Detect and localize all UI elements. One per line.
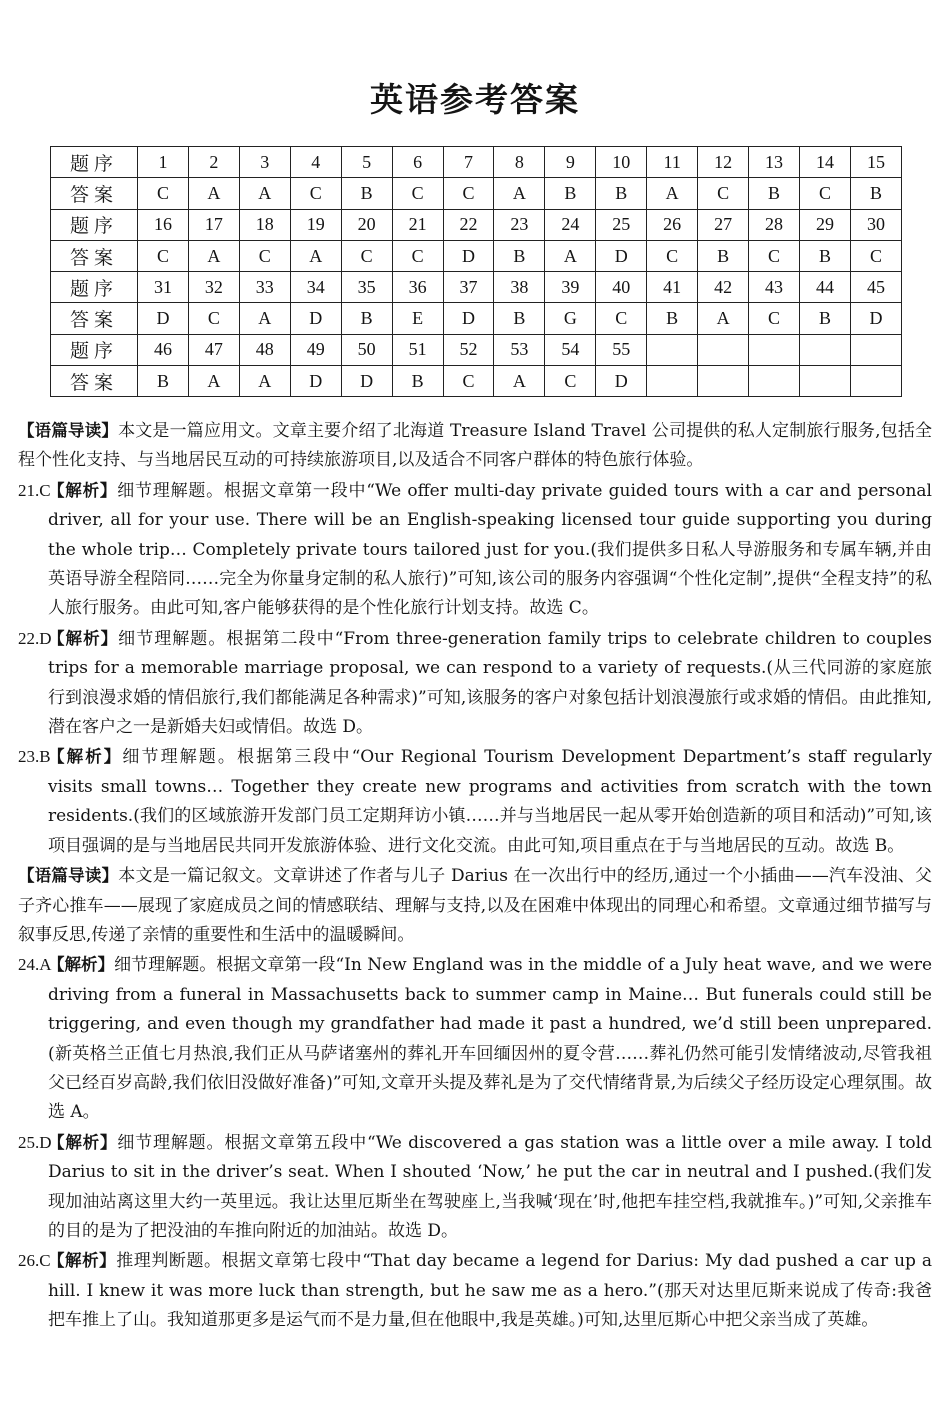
answer-cell: C — [647, 240, 698, 271]
question-number-cell: 1 — [138, 147, 189, 178]
answer-cell: C — [545, 366, 596, 397]
question-number-cell: 38 — [494, 272, 545, 303]
answer-cell: A — [239, 366, 290, 397]
analysis-tag: 【解析】 — [48, 480, 118, 500]
question-number-cell: 15 — [850, 147, 901, 178]
question-number-cell: 48 — [239, 334, 290, 365]
question-number-cell: 54 — [545, 334, 596, 365]
passage-guide — [18, 861, 932, 950]
explanations — [18, 416, 932, 1336]
question-number-cell: 25 — [596, 209, 647, 240]
question-number-cell: 41 — [647, 272, 698, 303]
question-number-cell: 47 — [188, 334, 239, 365]
answer-cell: D — [290, 303, 341, 334]
answer-cell: A — [494, 178, 545, 209]
answer-explanation — [18, 476, 932, 624]
answer-row — [51, 366, 902, 397]
question-number-cell: 31 — [138, 272, 189, 303]
question-number-cell: 37 — [443, 272, 494, 303]
row-label: 题序 — [51, 147, 138, 178]
answer-cell: B — [647, 303, 698, 334]
question-number-cell: 26 — [647, 209, 698, 240]
answer-cell: C — [138, 178, 189, 209]
answer-cell: B — [850, 178, 901, 209]
question-number-cell — [749, 334, 800, 365]
answer-cell — [698, 366, 749, 397]
answer-cell: B — [494, 240, 545, 271]
answer-cell: A — [239, 303, 290, 334]
question-number-cell: 14 — [799, 147, 850, 178]
analysis-tag: 【解析】 — [48, 955, 115, 975]
answer-cell: C — [799, 178, 850, 209]
question-number-cell: 45 — [850, 272, 901, 303]
question-number-cell: 33 — [239, 272, 290, 303]
question-number-cell: 50 — [341, 334, 392, 365]
question-number-cell: 20 — [341, 209, 392, 240]
row-label: 答案 — [51, 303, 138, 334]
answer-cell: B — [799, 240, 850, 271]
question-number-cell — [698, 334, 749, 365]
question-number-row — [51, 272, 902, 303]
answer-cell: C — [290, 178, 341, 209]
question-number-cell: 42 — [698, 272, 749, 303]
answer-cell: C — [239, 240, 290, 271]
answer-cell: A — [647, 178, 698, 209]
question-number: 22.D — [18, 628, 52, 648]
answer-cell — [799, 366, 850, 397]
question-number-cell: 29 — [799, 209, 850, 240]
answer-cell: C — [596, 303, 647, 334]
answer-cell: D — [341, 366, 392, 397]
question-number-cell: 43 — [749, 272, 800, 303]
analysis-tag: 【解析】 — [48, 628, 119, 648]
answer-cell: C — [850, 240, 901, 271]
question-number-cell: 16 — [138, 209, 189, 240]
question-number: 21.C — [18, 480, 51, 500]
question-number-cell: 13 — [749, 147, 800, 178]
answer-row — [51, 178, 902, 209]
question-number-cell: 28 — [749, 209, 800, 240]
analysis-tag: 【解析】 — [48, 747, 123, 767]
answer-cell: C — [138, 240, 189, 271]
question-number-cell — [850, 334, 901, 365]
answer-cell: E — [392, 303, 443, 334]
question-number-cell: 51 — [392, 334, 443, 365]
answer-explanation — [18, 1246, 932, 1335]
answer-cell: C — [188, 303, 239, 334]
question-number-cell: 40 — [596, 272, 647, 303]
question-number-cell: 53 — [494, 334, 545, 365]
question-number-cell: 6 — [392, 147, 443, 178]
answer-cell: C — [341, 240, 392, 271]
question-number-cell: 55 — [596, 334, 647, 365]
question-number-cell: 34 — [290, 272, 341, 303]
analysis-tag: 【解析】 — [48, 1251, 117, 1271]
answer-cell: D — [850, 303, 901, 334]
question-number-cell: 36 — [392, 272, 443, 303]
question-number-cell: 8 — [494, 147, 545, 178]
answer-explanation — [18, 950, 932, 1127]
answer-cell: A — [698, 303, 749, 334]
question-number-row — [51, 209, 902, 240]
answer-table — [50, 146, 902, 397]
answer-cell: C — [392, 240, 443, 271]
question-number-cell: 46 — [138, 334, 189, 365]
page-title: 英语参考答案 — [370, 80, 580, 119]
question-number-row — [51, 147, 902, 178]
question-number-cell: 3 — [239, 147, 290, 178]
answer-cell: D — [596, 240, 647, 271]
answer-row — [51, 303, 902, 334]
question-number-cell: 52 — [443, 334, 494, 365]
question-number-cell: 5 — [341, 147, 392, 178]
answer-cell: A — [545, 240, 596, 271]
question-number: 26.C — [18, 1251, 51, 1271]
answer-cell: B — [494, 303, 545, 334]
question-number-cell: 10 — [596, 147, 647, 178]
question-number: 24.A — [18, 955, 52, 975]
answer-cell: D — [443, 240, 494, 271]
question-number-cell: 11 — [647, 147, 698, 178]
question-number-cell: 4 — [290, 147, 341, 178]
answer-cell: B — [799, 303, 850, 334]
explanation-text: 细节理解题。根据文章第五段中“We discovered a gas station was a little over a mile away. I told Darius to sit in the driver’s seat. When I shouted ‘Now,’ he put the car in neutral and I pushed.(我们发现加油站离这里大约一英里远。我让达里厄斯坐在驾驶座上,当我喊‘现在’时,他把车挂空档,我就推车。)”可知,父亲推车的目的是为了把没油的车推向附近的加油站。故选 D。 — [48, 1132, 932, 1241]
answer-cell: G — [545, 303, 596, 334]
answer-cell: B — [341, 178, 392, 209]
question-number-cell: 17 — [188, 209, 239, 240]
row-label: 答案 — [51, 240, 138, 271]
answer-cell: D — [138, 303, 189, 334]
answer-cell: A — [188, 178, 239, 209]
answer-cell: C — [749, 240, 800, 271]
answer-cell: B — [698, 240, 749, 271]
explanation-text: 细节理解题。根据文章第一段“In New England was in the middle of a July heat wave, and we were driving from a funeral in Massachusetts back to summer camp in Maine… But funerals could still be triggering, and even though my grandfather had made it past a hundred, we’d still been unprepared.(新英格兰正值七月热浪,我们正从马萨诸塞州的葬礼开车回缅因州的夏令营……葬礼仍然可能引发情绪波动,尽管我祖父已经百岁高龄,我们依旧没做好准备)”可知,文章开头提及葬礼是为了交代情绪背景,为后续父子经历设定心理氛围。故选 A。 — [48, 955, 933, 1123]
answer-cell: B — [138, 366, 189, 397]
answer-cell: D — [596, 366, 647, 397]
answer-cell: A — [239, 178, 290, 209]
explanation-text: 细节理解题。根据第三段中“Our Regional Tourism Development Department’s staff regularly visits small towns… Together they create new programs and activities from scratch with the town residents.(我们的区域旅游开发部门员工定期拜访小镇……并与当地居民一起从零开始创造新的项目和活动)”可知,该项目强调的是与当地居民共同开发旅游体验、进行文化交流。由此可知,项目重点在于与当地居民的互动。故选 B。 — [48, 747, 933, 856]
question-number-cell: 22 — [443, 209, 494, 240]
answer-cell — [749, 366, 800, 397]
answer-cell: B — [545, 178, 596, 209]
question-number-cell: 23 — [494, 209, 545, 240]
question-number-row — [51, 334, 902, 365]
question-number-cell: 19 — [290, 209, 341, 240]
question-number: 25.D — [18, 1132, 52, 1152]
question-number-cell: 27 — [698, 209, 749, 240]
question-number-cell: 18 — [239, 209, 290, 240]
question-number-cell: 2 — [188, 147, 239, 178]
answer-row — [51, 240, 902, 271]
explanation-text: 推理判断题。根据文章第七段中“That day became a legend for Darius: My dad pushed a car up a hill. I knew it was more luck than strength, but he saw me as a hero.”(那天对达里厄斯来说成了传奇:我爸把车推上了山。我知道那更多是运气而不是力量,但在他眼中,我是英雄。)可知,达里厄斯心中把父亲当成了英雄。 — [48, 1251, 932, 1331]
answer-cell: C — [749, 303, 800, 334]
question-number-cell: 44 — [799, 272, 850, 303]
answer-explanation — [18, 742, 932, 861]
answer-cell: C — [443, 366, 494, 397]
answer-cell: A — [494, 366, 545, 397]
answer-explanation — [18, 624, 932, 743]
question-number-cell: 7 — [443, 147, 494, 178]
answer-cell: C — [392, 178, 443, 209]
row-label: 题序 — [51, 334, 138, 365]
answer-cell: A — [188, 240, 239, 271]
question-number-cell: 49 — [290, 334, 341, 365]
question-number-cell: 24 — [545, 209, 596, 240]
explanation-text: 细节理解题。根据文章第一段中“We offer multi-day private guided tours with a car and personal driver, all for your use. There will be an English-speaking licensed tour guide supporting you during the whole trip… Completely private tours tailored just for you.(我们提供多日私人导游服务和专属车辆,并由英语导游全程陪同……完全为你量身定制的私人旅行)”可知,该公司的服务内容强调“个性化定制”,提供“全程支持”的私人旅行服务。由此可知,客户能够获得的是个性化旅行计划支持。故选 C。 — [48, 480, 932, 619]
answer-cell: B — [749, 178, 800, 209]
answer-cell: C — [443, 178, 494, 209]
answer-cell: B — [341, 303, 392, 334]
answer-cell: B — [392, 366, 443, 397]
answer-cell: A — [290, 240, 341, 271]
question-number-cell: 32 — [188, 272, 239, 303]
answer-cell: C — [698, 178, 749, 209]
question-number: 23.B — [18, 747, 51, 767]
explanation-text: 细节理解题。根据第二段中“From three-generation family trips to celebrate children to couples trips for a memorable marriage proposal, we can respond to a variety of requests.(从三代同游的家庭旅行到浪漫求婚的情侣旅行,我们都能满足各种需求)”可知,该服务的客户对象包括计划浪漫旅行或求婚的情侣。由此推知,潜在客户之一是新婚夫妇或情侣。故选 D。 — [48, 628, 932, 738]
row-label: 答案 — [51, 366, 138, 397]
answer-cell: A — [188, 366, 239, 397]
passage-guide — [18, 416, 932, 476]
question-number-cell: 12 — [698, 147, 749, 178]
answer-cell: D — [290, 366, 341, 397]
guide-text: 本文是一篇应用文。文章主要介绍了北海道 Treasure Island Travel 公司提供的私人定制旅行服务,包括全程个性化支持、与当地居民互动的可持续旅游项目,以及适合不同客户群体的特色旅行体验。 — [18, 421, 932, 471]
question-number-cell — [799, 334, 850, 365]
row-label: 题序 — [51, 209, 138, 240]
question-number-cell: 35 — [341, 272, 392, 303]
answer-explanation — [18, 1128, 932, 1247]
guide-text: 本文是一篇记叙文。文章讲述了作者与儿子 Darius 在一次出行中的经历,通过一个小插曲——汽车没油、父子齐心推车——展现了家庭成员之间的情感联结、理解与支持,以及在困难中体现出的同理心和希望。文章通过细节描写与叙事反思,传递了亲情的重要性和生活中的温暖瞬间。 — [18, 866, 932, 945]
guide-tag: 【语篇导读】 — [18, 421, 119, 440]
analysis-tag: 【解析】 — [48, 1132, 118, 1152]
row-label: 题序 — [51, 272, 138, 303]
guide-tag: 【语篇导读】 — [18, 866, 119, 886]
question-number-cell: 39 — [545, 272, 596, 303]
question-number-cell: 9 — [545, 147, 596, 178]
question-number-cell — [647, 334, 698, 365]
answer-cell: D — [443, 303, 494, 334]
question-number-cell: 21 — [392, 209, 443, 240]
answer-cell — [850, 366, 901, 397]
answer-cell — [647, 366, 698, 397]
row-label: 答案 — [51, 178, 138, 209]
question-number-cell: 30 — [850, 209, 901, 240]
answer-cell: B — [596, 178, 647, 209]
